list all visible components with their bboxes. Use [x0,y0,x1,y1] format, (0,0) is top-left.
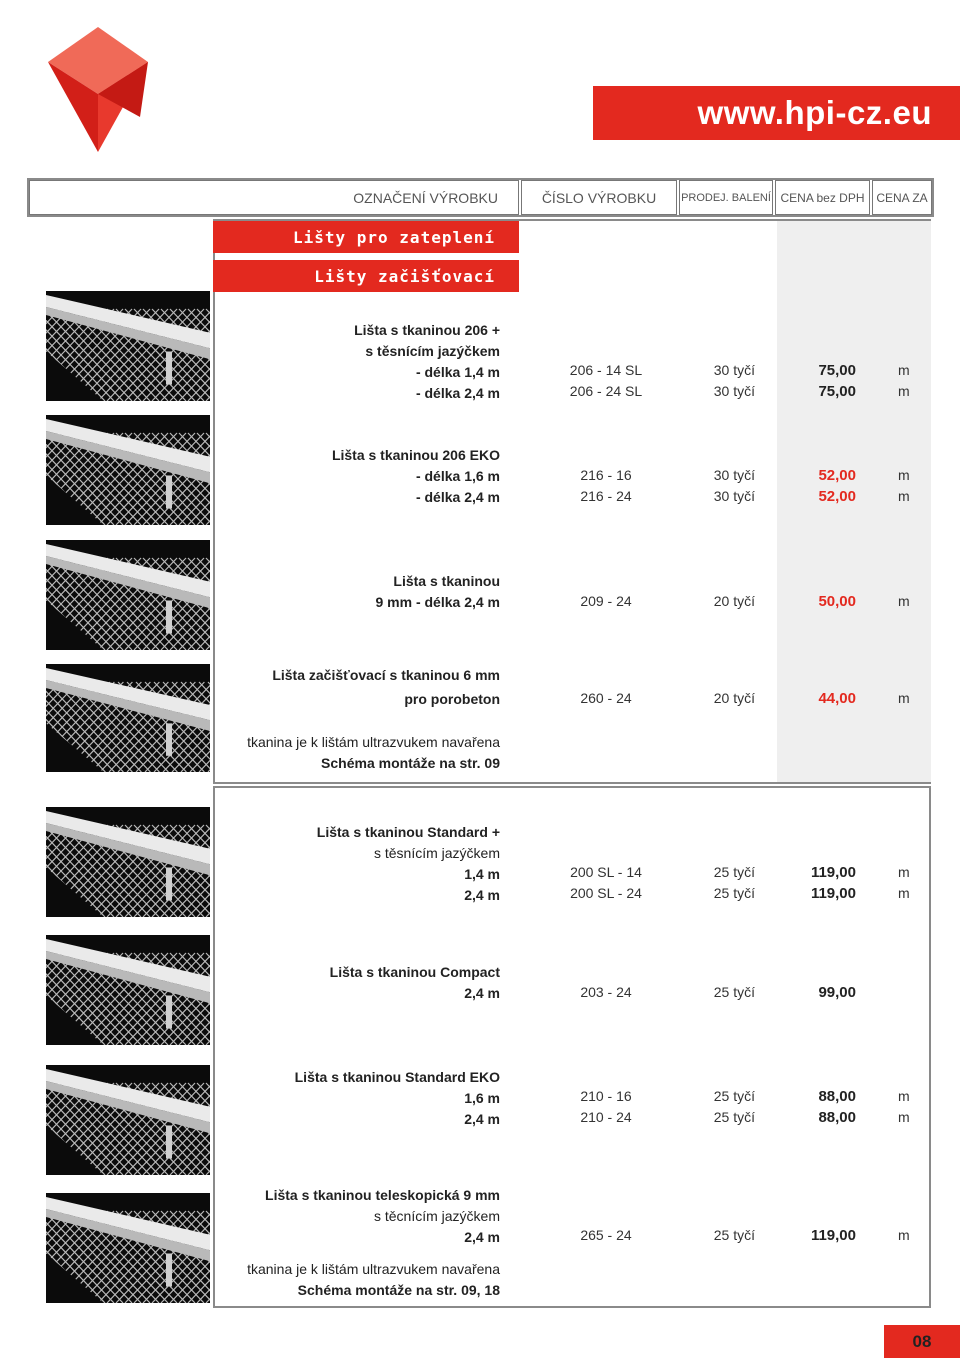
product-description [332,445,500,508]
product-description [317,822,500,906]
sales-pack: 25 tyčí [713,1227,755,1243]
price-unit: m [898,362,910,378]
product-variant: - délka 2,4 m [415,385,500,401]
product-name: Lišta s tkaninou Compact [329,964,500,980]
product-code: 216 - 16 [580,467,632,483]
product-image [46,415,210,525]
sales-pack: 25 tyčí [713,864,755,880]
product-code: 216 - 24 [580,488,632,504]
product-description [330,962,500,1004]
sales-pack: 30 tyčí [713,383,755,399]
header-product-name: OZNAČENÍ VÝROBKU [29,180,519,215]
product-variant: 2,4 m [464,1229,500,1245]
price: 99,00 [818,984,856,1001]
product-image [46,1193,210,1303]
product-code: 210 - 16 [580,1088,632,1104]
price: 52,00 [818,467,856,484]
sales-pack: 20 tyčí [713,593,755,609]
price-unit: m [898,864,910,880]
price-unit: m [898,488,910,504]
product-variant: 2,4 m [464,985,500,1001]
product-variant: 9 mm - délka 2,4 m [375,594,500,610]
product-code: 209 - 24 [580,593,632,609]
product-name: Lišta s tkaninou [393,573,500,589]
sales-pack: 30 tyčí [713,467,755,483]
sales-pack: 25 tyčí [713,1109,755,1125]
product-code: 265 - 24 [580,1227,632,1243]
product-image [46,540,210,650]
product-variant: - délka 2,4 m [415,489,500,505]
sales-pack: 25 tyčí [713,984,755,1000]
product-description [265,1185,500,1248]
product-description [295,1067,500,1130]
price-unit: m [898,383,910,399]
price-unit: m [898,467,910,483]
product-image [46,935,210,1045]
sales-pack: 25 tyčí [713,885,755,901]
price-unit: m [898,593,910,609]
weld-note: tkanina je k lištám ultrazvukem navařena [247,1261,500,1277]
website-banner [593,86,960,140]
schema-reference[interactable]: Schéma montáže na str. 09 [321,755,500,771]
price: 88,00 [818,1109,856,1126]
header-price-per: CENA ZA [872,180,932,215]
price-unit: m [898,1109,910,1125]
product-variant: 1,4 m [464,866,500,882]
price: 44,00 [818,690,856,707]
website-url[interactable]: www.hpi-cz.eu [697,94,932,131]
price-unit: m [898,1088,910,1104]
product-variant: 2,4 m [464,887,500,903]
product-name: Lišta s tkaninou 206 EKO [331,447,500,463]
page-number: 08 [884,1325,960,1358]
product-code: 203 - 24 [580,984,632,1000]
sales-pack: 20 tyčí [713,690,755,706]
product-name: Lišta s tkaninou teleskopická 9 mm [265,1187,500,1203]
price: 75,00 [818,383,856,400]
product-note [247,732,500,774]
price: 75,00 [818,362,856,379]
price: 119,00 [810,864,856,881]
product-variant: - délka 1,4 m [415,364,500,380]
product-variant: 2,4 m [464,1111,500,1127]
price: 119,00 [810,885,856,902]
product-image [46,664,210,772]
product-note [247,1259,500,1301]
product-detail: s těsnícím jazýčkem [365,343,500,359]
header-product-code: ČÍSLO VÝROBKU [521,180,677,215]
product-detail: s těcnícím jazýčkem [373,1208,500,1224]
product-description [375,571,500,613]
product-name: Lišta s tkaninou Standard + [316,824,500,840]
product-image [46,1065,210,1175]
product-code: 260 - 24 [580,690,632,706]
schema-reference[interactable]: Schéma montáže na str. 09, 18 [297,1282,500,1298]
price-unit: m [898,885,910,901]
product-variant: - délka 1,6 m [415,468,500,484]
product-detail: s těsnícím jazýčkem [373,845,500,861]
price: 88,00 [818,1088,856,1105]
product-variant: 1,6 m [464,1090,500,1106]
product-code: 206 - 24 SL [569,383,643,399]
product-code: 210 - 24 [580,1109,632,1125]
product-image [46,291,210,401]
product-name: Lišta začišťovací s tkaninou 6 mm [272,667,500,683]
sales-pack: 30 tyčí [713,488,755,504]
header-price: CENA bez DPH [775,180,870,215]
product-image [46,807,210,917]
product-name: Lišta s tkaninou Standard EKO [294,1069,500,1085]
product-detail: pro porobeton [404,691,500,707]
price-unit: m [898,1227,910,1243]
logo [40,22,155,157]
product-description [272,665,500,710]
price-unit: m [898,690,910,706]
product-code: 200 SL - 24 [570,885,642,901]
price: 52,00 [818,488,856,505]
product-code: 200 SL - 14 [570,864,642,880]
header-sales-pack: PRODEJ. BALENÍ [679,180,773,215]
price: 50,00 [818,593,856,610]
section-title-insulation: Lišty pro zateplení [213,221,519,253]
product-name: Lišta s tkaninou 206 + [354,322,500,338]
sales-pack: 30 tyčí [713,362,755,378]
price: 119,00 [810,1227,856,1244]
product-code: 206 - 14 SL [569,362,643,378]
product-description [354,320,500,404]
weld-note: tkanina je k lištám ultrazvukem navařena [247,734,500,750]
sales-pack: 25 tyčí [713,1088,755,1104]
section-title-finishing: Lišty začišťovací [213,260,519,292]
